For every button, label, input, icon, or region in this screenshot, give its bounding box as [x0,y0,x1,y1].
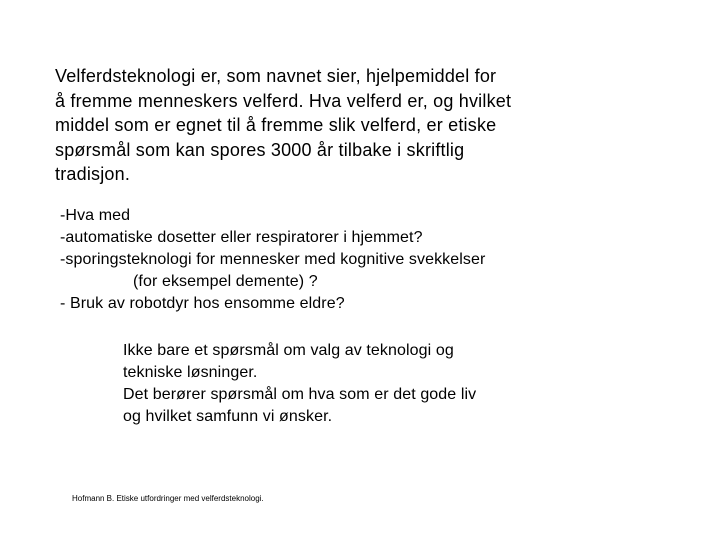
question-line: -automatiske dosetter eller respiratorer i hjemmet? [60,229,423,246]
intro-paragraph [55,64,575,187]
closing-line: tekniske løsninger. [123,364,258,381]
question-line: - Bruk av robotdyr hos ensomme eldre? [60,295,345,312]
question-list [60,205,580,315]
question-line: -Hva med [60,207,131,224]
intro-line: tradisjon. [55,164,131,184]
closing-paragraph [123,340,583,428]
question-line: -sporingsteknologi for mennesker med kognitive svekkelser [60,251,486,268]
intro-line: spørsmål som kan spores 3000 år tilbake i skriftlig [55,139,465,160]
closing-line: Ikke bare et spørsmål om valg av teknologi og [123,342,454,359]
intro-line: å fremme menneskers velferd. Hva velferd er, og hvilket [55,90,512,111]
closing-line: og hvilket samfunn vi ønsker. [123,408,333,425]
reference-citation: Hofmann B. Etiske utfordringer med velferdsteknologi. [72,494,264,503]
question-line: (for eksempel demente) ? [133,273,318,290]
intro-line: middel som er egnet til å fremme slik velferd, er etiske [55,115,497,135]
closing-line: Det berører spørsmål om hva som er det gode liv [123,386,477,403]
intro-line: Velferdsteknologi er, som navnet sier, hjelpemiddel for [55,66,497,86]
